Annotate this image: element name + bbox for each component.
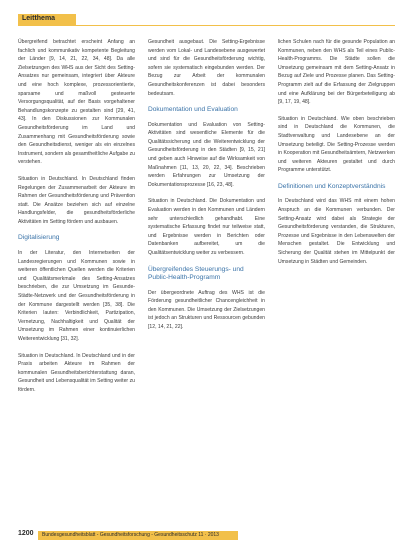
section-tag <box>18 14 76 26</box>
journal-citation: Bundesgesundheitsblatt - Gesundheitsforschung - Gesundheitsschutz 11 · 2013 <box>42 532 219 538</box>
paragraph: Gesundheit ausgebaut. Die Setting-Ergebnisse werden vom Lokal- und Landesebene ausgewertet und sind für die Gesundheitsförderung wichtig, sofern sie systematisch eingebunden werden. Der Bezug zur Arbeit der kommunalen Gesundheitskonferenzen ist dabei besonders bedeutsam. <box>148 39 265 97</box>
section-heading: Dokumentation und Evaluation <box>148 106 238 114</box>
section-header <box>0 14 413 26</box>
text-column-1 <box>18 38 135 402</box>
paragraph: Der übergeordnete Auftrag des WHS ist die Förderung gesundheitlicher Chancengleichheit in den Kommunen. Die Umsetzung der Zielsetzungen ist jedoch an Strukturen und Ressourcen gebunden [12, 14, 21, 22]. <box>148 289 265 330</box>
page-number: 1200 <box>18 530 34 537</box>
page-footer <box>0 530 413 542</box>
text-column-2 <box>148 38 265 340</box>
section-heading: Digitalisierung <box>18 234 60 242</box>
paragraph: In Deutschland wird das WHS mit einem hohen Anspruch an die Kommunen verbunden. Der Setting-Ansatz wird dabei als Strategie der Gesundheitsförderung verstanden, die Strukturen, Prozesse und Ergebnisse in den Lebenswelten der Menschen gestaltet. Die Entwicklung und Sicherung der Qualität stehen im Mittelpunkt der Umsetzung in Städten und Gemeinden. <box>278 198 395 265</box>
text-column-3 <box>278 38 395 274</box>
paragraph: Situation in Deutschland. In Deutschland finden Regelungen der Zusammenarbeit der Akteure im Rahmen der Gesundheitsförderung und Prävention statt. Die Ansätze beziehen sich auf einzelne Handlungsfelder, die gesundheitsförderliche Aktivitäten im Setting fördern und ausbauen. <box>18 175 135 225</box>
paragraph: Situation in Deutschland. Wie oben beschrieben sind in Deutschland die Kommunen, die Stadtverwaltung und Landesebene an der Umsetzung beteiligt. Die Setting-Prozesse werden in Kooperation mit Gesundheitsämtern, Netzwerken und weiteren Akteuren gestaltet und durch Programme unterstützt. <box>278 115 395 174</box>
section-heading: Definitionen und Konzeptverständnis <box>278 182 386 190</box>
section-heading: Übergreifendes Steuerungs- und Public-Health-Programm <box>148 265 244 282</box>
paragraph: Situation in Deutschland. In Deutschland und in der Praxis arbeiten Akteure im Rahmen der kommunalen Gesundheitsberichterstattung daran, Gesundheit und Lebensqualität im Setting weiter zu fördern. <box>18 352 135 393</box>
paragraph: Situation in Deutschland. Die Dokumentation und Evaluation werden in den Kommunen und Ländern sehr unterschiedlich gehandhabt. Eine systematische Erfassung findet nur teilweise statt, und Ergebnisse werden in Berichten oder Datenbanken aufbereitet, um die Qualitätsentwicklung weiter zu verbessern. <box>148 198 265 256</box>
paragraph: In der Literatur, den Internetseiten der Landesregierungen und Kommunen sowie in weiteren öffentlichen Quellen werden die Kriterien und Qualitätsmerkmale des Setting-Ansatzes beschrieben, die zur Umsetzung im Gesunde-Städte-Netzwerk und der Gesundheitsförderung in der Kommune dargestellt werden [35, 38]. Die Kriterien lauten: Verbindlichkeit, Partizipation, Vernetzung, Nachhaltigkeit und Qualität der Umsetzung im Rahmen einer kontinuierlichen Weiterentwicklung [31, 32]. <box>18 249 135 342</box>
paragraph: Übergreifend betrachtet erscheint Anfang an fachlich und kommunikativ kompetente Begleitung der Länder [9, 14, 21, 22, 34, 48]. Da alle Zielsetzungen des WHS aus der Sicht des Setting-Ansatzes nur gemeinsam, integriert über Akteure und eine hoch komplexe, prozessorientierte, sparsame und maßvoll gesteuerte Versorgungsqualität, auf der Basis vorgehaltener Behandlungskonzepte zu gestalten sind [29, 41, 43]. In den Diskussionen zur Kommunalen Gesundheitsförderung im Land und Zusammenhang mit Gesundheitsförderung sowie den Gesundheitsdienst, weniger als ein einzelnes Instrument, sondern als gesamtheitliche Aufgabe zu verstehen. <box>18 39 135 166</box>
header-rule <box>76 25 395 26</box>
paragraph: Dokumentation und Evaluation von Setting-Aktivitäten sind wesentliche Elemente für die Qualitätssicherung und die Weiterentwicklung der Gesundheitsförderung in den Städten [9, 15, 21] und geben auch Hinweise auf die Wirksamkeit von Maßnahmen [11, 13, 20, 22, 34]. Beschrieben werden Erfahrungen zur Umsetzung der Dokumentationsprozesse [16, 23, 48]. <box>148 121 265 188</box>
section-tag-label: Leitthema <box>22 15 56 22</box>
paragraph: lichen Schulen nach für die gesunde Population an Kommunen, neben den WHS als Teil eines Public-Health-Programms. Die Städte sollen die Umsetzung gemeinsam mit dem Setting-Ansatz in Bezug auf Ziele und Prozesse planen. Das Setting-Programm zielt auf die Erfassung der Zielgruppen und eine Aufklärung bei der Bürgerbeteiligung ab [9, 17, 19, 48]. <box>278 39 395 106</box>
